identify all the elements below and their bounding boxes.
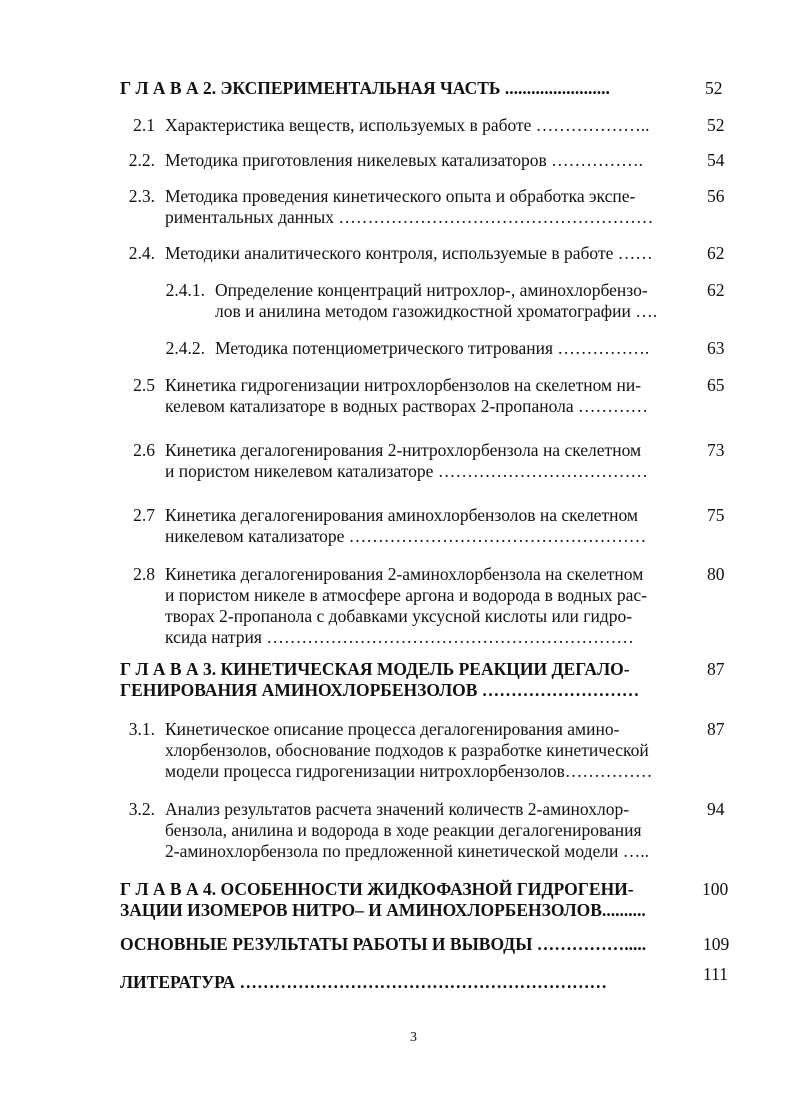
toc-text: никелевом катализаторе …………………………………………… (165, 526, 647, 546)
toc-num: 3.2. (128, 799, 155, 819)
toc-text: Кинетическое описание процесса дегалогенирования амино- (165, 719, 620, 739)
toc-page: 111 (703, 964, 728, 984)
toc-text: ЛИТЕРАТУРА ……………………………………………………… (120, 972, 608, 992)
toc-text: ОСНОВНЫЕ РЕЗУЛЬТАТЫ РАБОТЫ И ВЫВОДЫ ……………..... (120, 934, 647, 954)
toc-text: Кинетика гидрогенизации нитрохлорбензолов на скелетном ни- (165, 375, 642, 395)
toc-page: 56 (707, 186, 725, 206)
toc-text: 2-аминохлорбензола по предложенной кинетической модели ….. (165, 841, 650, 861)
toc-text: Методика проведения кинетического опыта и обработка экспе- (165, 186, 636, 206)
toc-page: 52 (707, 115, 725, 135)
toc-num: 2.1 (133, 115, 155, 135)
toc-text: Кинетика дегалогенирования аминохлорбензолов на скелетном (165, 505, 638, 525)
toc-text: творах 2-пропанола с добавками уксусной кислоты или гидро- (165, 606, 633, 626)
toc-page: 75 (707, 505, 725, 525)
toc-num: 2.3. (128, 186, 155, 206)
toc-page: 65 (707, 375, 725, 395)
toc-text: бензола, анилина и водорода в ходе реакции дегалогенирования (165, 820, 642, 840)
page-number: 3 (410, 1030, 417, 1045)
toc-text: Анализ результатов расчета значений количеств 2-аминохлор- (165, 799, 630, 819)
toc-text: Определение концентраций нитрохлор-, аминохлорбензо- (215, 280, 648, 300)
toc-page: 100 (702, 879, 729, 899)
toc-text: Характеристика веществ, используемых в работе ……………….. (165, 115, 650, 135)
toc-text: и пористом никеле в атмосфере аргона и водорода в водных рас- (165, 585, 647, 605)
toc-num: 2.4.1. (165, 280, 205, 300)
toc-text: лов и анилина методом газожидкостной хроматографии …. (215, 301, 658, 321)
toc-num: 2.2. (128, 150, 155, 170)
toc-page: 87 (707, 719, 725, 739)
toc-text: Кинетика дегалогенирования 2-аминохлорбензола на скелетном (165, 564, 644, 584)
toc-text: Методики аналитического контроля, используемые в работе …… (165, 243, 653, 263)
toc-text: риментальных данных ……………………………………………… (165, 207, 654, 227)
toc-page: 80 (707, 564, 725, 584)
toc-text: Г Л А В А 4. ОСОБЕННОСТИ ЖИДКОФАЗНОЙ ГИДРОГЕНИ- (120, 879, 634, 899)
toc-text: ксида натрия ……………………………………………………… (165, 627, 634, 647)
toc-text: Г Л А В А 2. ЭКСПЕРИМЕНТАЛЬНАЯ ЧАСТЬ ........................ (120, 78, 610, 98)
toc-num: 2.6 (133, 440, 155, 460)
toc-num: 2.5 (133, 375, 155, 395)
toc-page: 62 (707, 280, 725, 300)
toc-text: Методика потенциометрического титрования ……………. (215, 338, 650, 358)
toc-page: 62 (707, 243, 725, 263)
toc-num: 2.8 (133, 564, 155, 584)
toc-num: 2.7 (133, 505, 155, 525)
toc-page: 94 (707, 799, 725, 819)
toc-page: 109 (703, 934, 730, 954)
toc-text: и пористом никелевом катализаторе ……………………………… (165, 461, 648, 481)
toc-text: Методика приготовления никелевых катализаторов ……………. (165, 150, 644, 170)
toc-text: келевом катализаторе в водных растворах 2-пропанола ………… (165, 396, 649, 416)
toc-page: 52 (705, 78, 723, 98)
toc-num: 2.4.2. (165, 338, 205, 358)
toc-text: ГЕНИРОВАНИЯ АМИНОХЛОРБЕНЗОЛОВ ……………………… (120, 680, 640, 700)
toc-text: ЗАЦИИ ИЗОМЕРОВ НИТРО– И АМИНОХЛОРБЕНЗОЛОВ.......... (120, 900, 646, 920)
toc-page: 63 (707, 338, 725, 358)
toc-page: 54 (707, 150, 725, 170)
toc-text: модели процесса гидрогенизации нитрохлорбензолов…………… (165, 761, 653, 781)
toc-page: 87 (707, 659, 725, 679)
toc-text: хлорбензолов, обоснование подходов к разработке кинетической (165, 740, 649, 760)
toc-num: 3.1. (128, 719, 155, 739)
toc-text: Кинетика дегалогенирования 2-нитрохлорбензола на скелетном (165, 440, 642, 460)
toc-page: 73 (707, 440, 725, 460)
toc-num: 2.4. (128, 243, 155, 263)
toc-text: Г Л А В А 3. КИНЕТИЧЕСКАЯ МОДЕЛЬ РЕАКЦИИ ДЕГАЛО- (120, 659, 630, 679)
